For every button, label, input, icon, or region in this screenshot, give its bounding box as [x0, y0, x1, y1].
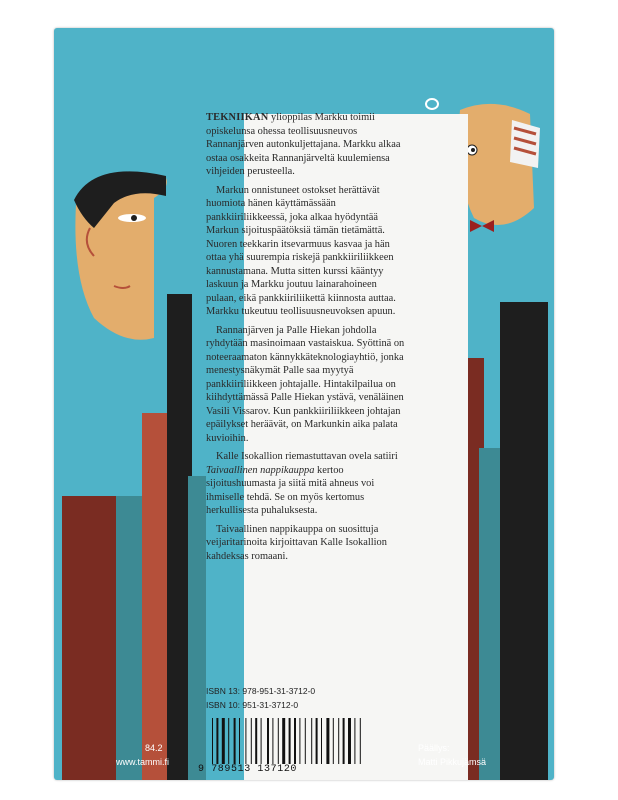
- barcode-bar: [321, 718, 322, 764]
- barcode-bar: [348, 718, 351, 764]
- barcode-bar: [278, 718, 279, 764]
- barcode-bar: [228, 718, 229, 764]
- barcode-bar: [311, 718, 312, 764]
- blurb-paragraph-3: Rannanjärven ja Palle Hiekan johdolla ryhdytään masinoimaan vastaiskua. Syöttinä on noteeraamaton kännykkäteknologiayhtiö, jonka menestysnäkymät Palle saa myytyä pankkiiriliikkeen johtajalle. Hintakilpailua on kiihdyttämässä Palle Hiekan ystävä, venäläinen Vasili Vissarov. Kun pankkiiriliikkeen johtajan epäilykset heräävät, on Markunkin aika palata kuvioihin.: [206, 324, 405, 444]
- blurb-paragraph-5: Taivaallinen nappikauppa on suosittuja veijaritarinoita kirjoittavan Kalle Isokallion kahdeksas romaani.: [206, 523, 387, 562]
- barcode-bar: [354, 718, 355, 764]
- barcode-bar: [261, 718, 262, 764]
- barcode-bar: [212, 718, 213, 764]
- barcode-bar: [333, 718, 334, 764]
- publisher-website: www.tammi.fi: [116, 757, 170, 767]
- barcode-bar: [282, 718, 285, 764]
- back-cover-blurb: [206, 111, 406, 568]
- barcode-digits: 9 789513 137120: [198, 764, 298, 775]
- barcode-bar: [294, 718, 296, 764]
- barcode-bar: [239, 718, 240, 764]
- book-title: Taivaallinen nappikauppa: [206, 464, 315, 476]
- barcode-bar: [360, 718, 361, 764]
- barcode-bar: [255, 718, 257, 764]
- blurb-lead-word: TEKNIIKAN: [206, 112, 269, 123]
- blurb-paragraph-2: Markun onnistuneet ostokset herättävät huomiota hänen käyttämässään pankkiiriliikkeessä, joka alkaa hyödyntää Markun sijoituspäätöksiä tämän tietämättä. Nuoren teekkarin itsevarmuus kasvaa ja hän ottaa yhä suurempia riskejä pankkiiriliikkeen kannustamana. Mutta sitten kurssi kääntyy laskuun ja Markku joutuu lainarahoineen pulaan, eikä pankkiiriliikettä kiinnosta auttaa. Markku tukeutuu teollisuusneuvoksen apuun.: [206, 184, 396, 317]
- blurb-paragraph-1: TEKNIIKAN ylioppilas Markku toimii opiskelunsa ohessa teollisuusneuvos Rannanjärven autonkuljettajana. Markku alkaa ostaa osakkeita Rannanjärveltä kuulemiensa vihjeiden perusteella.: [206, 112, 401, 177]
- barcode-bar: [299, 718, 300, 764]
- barcode-bar: [267, 718, 269, 764]
- barcode-bar: [343, 718, 345, 764]
- cover-credit-name: Matti Pikkujämsä: [418, 757, 487, 767]
- barcode-bar: [245, 718, 246, 764]
- barcode-bar: [316, 718, 318, 764]
- barcode-bar: [289, 718, 291, 764]
- barcode-bar: [216, 718, 218, 764]
- barcode-bar: [305, 718, 306, 764]
- isbn-13: ISBN 13: 978-951-31-3712-0: [206, 686, 316, 696]
- isbn-10: ISBN 10: 951-31-3712-0: [206, 700, 299, 710]
- barcode: [208, 718, 394, 764]
- column-brick-left: [142, 413, 170, 780]
- barcode-bar: [338, 718, 339, 764]
- barcode-bar: [326, 718, 329, 764]
- price-code: 84.2: [145, 743, 163, 753]
- barcode-bar: [251, 718, 252, 764]
- blurb-paragraph-4: Kalle Isokallion riemastuttavan ovela satiiri Taivaallinen nappikauppa kertoo sijoitushuumasta ja siitä mitä ahneus voi ihmiselle tehdä. Se on myös kertomus herkullisesta puhaluksesta.: [206, 451, 398, 516]
- column-black-right: [500, 302, 548, 780]
- column-teal-left: [116, 496, 146, 780]
- column-teal-left2: [188, 476, 206, 780]
- cover-credit-label: Päällys:: [418, 743, 450, 753]
- barcode-bar: [272, 718, 273, 764]
- left-face-illustration: [74, 171, 167, 339]
- barcode-bar: [234, 718, 236, 764]
- barcode-bar: [222, 718, 225, 764]
